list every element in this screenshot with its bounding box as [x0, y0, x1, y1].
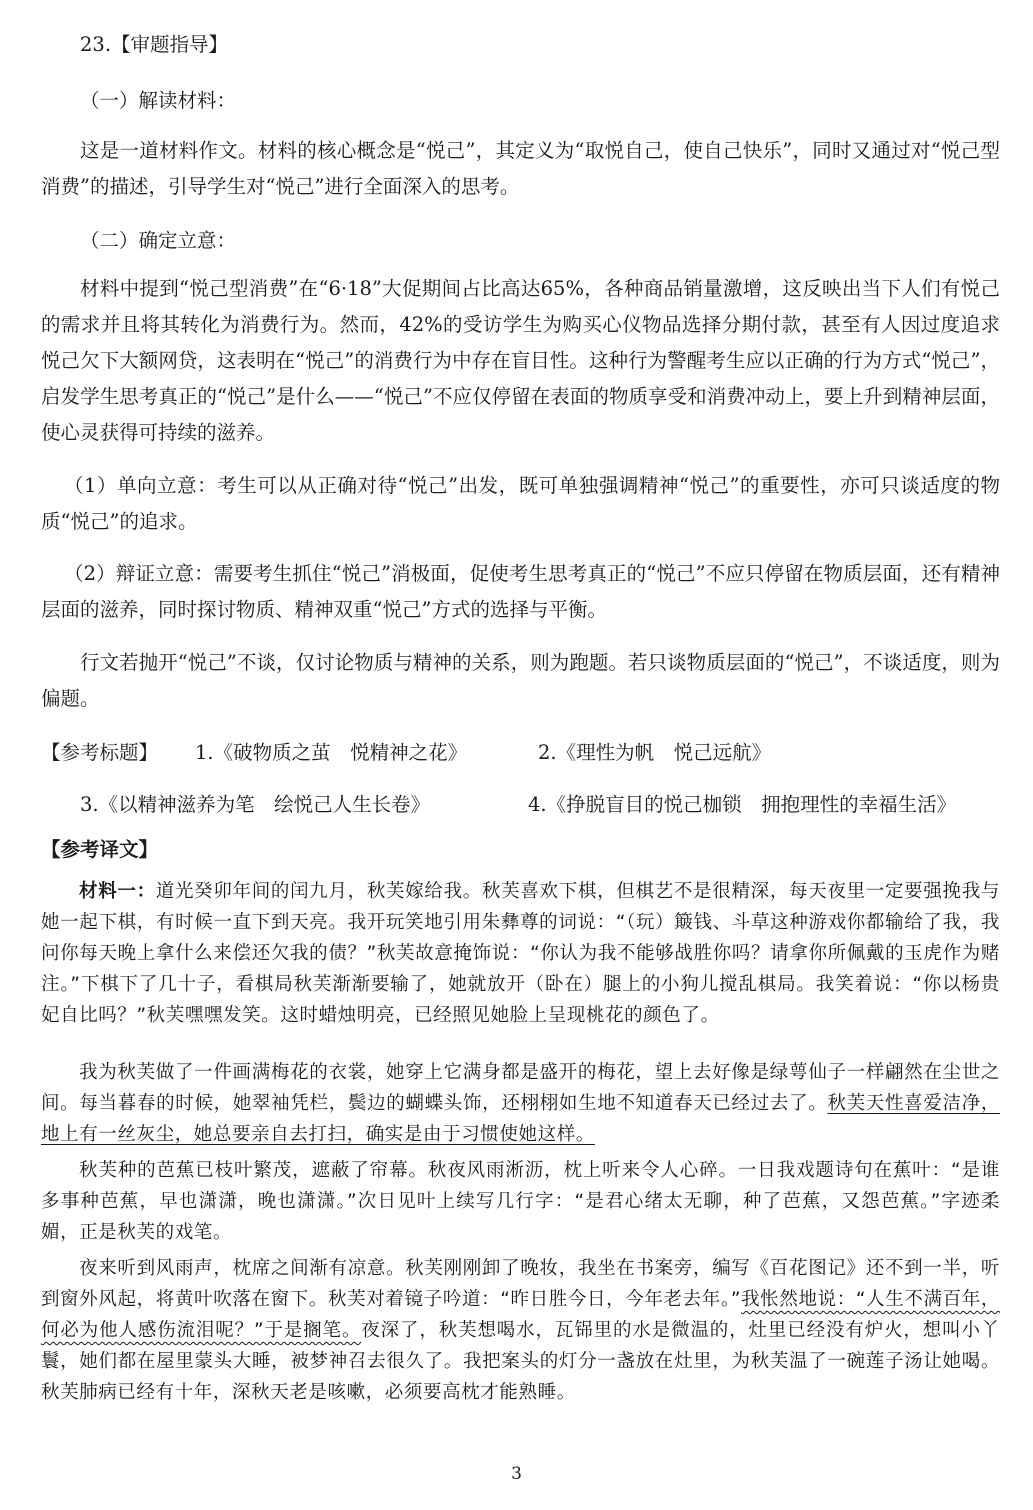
- autumn-night-text-end: 夜深了，秋芙想喝水，瓦铞里的水是微温的，灶里已经没有炉火，想叫小丫鬟，她们都在屋里蒙头大睡，被梦神召去很久了。我把案头的灯分一盏放在灶里，为秋芙温了一碗莲子汤让她喝。秋芙肺病已经有十年，深秋天老是咳嗽，必须要高枕才能熟睡。: [41, 1320, 1000, 1403]
- reference-titles-label: 【参考标题】: [41, 741, 159, 764]
- wavy-underlined-sentence: 我怅然地说：“人生不满百年，何必为他人感伤流泪呢？”于是搁笔。: [41, 1289, 1000, 1341]
- question-heading: 23.【审题指导】: [80, 33, 229, 56]
- reference-title-1: 1.《破物质之茧 悦精神之花》: [195, 741, 468, 764]
- off-topic-warning-paragraph: 行文若抛开“悦己”不谈，仅讨论物质与精神的关系，则为跑题。若只谈物质层面的“悦己”，不谈适度，则为偏题。: [41, 651, 1000, 710]
- underlined-cleanliness-sentence: 秋芙天性喜爱洁净，地上有一丝灰尘，她总要亲自去打扫，确实是由于习惯使她这样。: [41, 1093, 1000, 1145]
- reference-title-2: 2.《理性为帆 悦己远航》: [538, 741, 772, 764]
- single-stance-paragraph: （1）单向立意：考生可以从正确对待“悦己”出发，既可单独强调精神“悦己”的重要性，亦可只谈适度的物质“悦己”的追求。: [41, 474, 1000, 533]
- reference-title-4: 4.《挣脱盲目的悦己枷锁 拥抱理性的幸福生活》: [528, 793, 957, 816]
- autumn-night-paragraph: [41, 1253, 1000, 1408]
- material-one-label: 材料一：: [79, 881, 156, 902]
- plum-dress-paragraph: [41, 1057, 1000, 1150]
- part1-title: （一）解读材料：: [80, 89, 237, 112]
- part2-paragraph: 材料中提到“悦己型消费”在“6·18”大促期间占比高达65%，各种商品销量激增，这反映出当下人们有悦己的需求并且将其转化为消费行为。然而，42%的受访学生为购买心仪物品选择分期付款，甚至有人因过度追求悦己欠下大额网贷，这表明在“悦己”的消费行为中存在盲目性。这种行为警醒考生应以正确的行为方式“悦己”，启发学生思考真正的“悦己”是什么——“悦己”不应仅停留在表面的物质享受和消费冲动上，要上升到精神层面，使心灵获得可持续的滋养。: [41, 277, 1000, 444]
- reference-translation-label: 【参考译文】: [41, 838, 159, 861]
- page-number: 3: [511, 1464, 522, 1484]
- plum-dress-text: 我为秋芙做了一件画满梅花的衣裳，她穿上它满身都是盛开的梅花，望上去好像是绿萼仙子一样翩然在尘世之间。每当暮春的时候，她翠袖凭栏，鬓边的蝴蝶头饰，还栩栩如生地不知道春天已经过去了。: [41, 1062, 1000, 1114]
- banana-tree-paragraph: 秋芙种的芭蕉已枝叶繁茂，遮蔽了帘幕。秋夜风雨淅沥，枕上听来令人心碎。一日我戏题诗句在蕉叶：“是谁多事种芭蕉，早也潇潇，晚也潇潇。”次日见叶上续写几行字：“是君心绪太无聊，种了芭蕉，又怨芭蕉。”字迹柔媚，正是秋芙的戏笔。: [41, 1160, 1000, 1243]
- part1-paragraph: 这是一道材料作文。材料的核心概念是“悦己”，其定义为“取悦自己，使自己快乐”，同时又通过对“悦己型消费”的描述，引导学生对“悦己”进行全面深入的思考。: [41, 139, 1000, 198]
- material-one-paragraph: [41, 876, 1000, 1031]
- autumn-night-text-start: 夜来听到风雨声，枕席之间渐有凉意。秋芙刚刚卸了晚妆，我坐在书案旁，编写《百花图记》还不到一半，听到窗外风起，将黄叶吹落在窗下。秋芙对着镜子吟道：“昨日胜今日，今年老去年。”: [41, 1258, 1000, 1310]
- dialectic-stance-paragraph: （2）辩证立意：需要考生抓住“悦己”消极面，促使考生思考真正的“悦己”不应只停留在物质层面，还有精神层面的滋养，同时探讨物质、精神双重“悦己”方式的选择与平衡。: [41, 562, 1000, 621]
- material-one-text: 道光癸卯年间的闰九月，秋芙嫁给我。秋芙喜欢下棋，但棋艺不是很精深，每天夜里一定要强挽我与她一起下棋，有时候一直下到天亮。我开玩笑地引用朱彝尊的词说：“（玩）簸钱、斗草这种游戏你都输给了我，我问你每天晚上拿什么来偿还欠我的债？”秋芙故意掩饰说：“你认为我不能够战胜你吗？请拿你所佩戴的玉虎作为赌注。”下棋下了几十子，看棋局秋芙渐渐要输了，她就放开（卧在）腿上的小狗儿搅乱棋局。我笑着说：“你以杨贵妃自比吗？”秋芙嘿嘿发笑。这时蜡烛明亮，已经照见她脸上呈现桃花的颜色了。: [41, 881, 1001, 1026]
- part2-title: （二）确定立意：: [80, 229, 237, 252]
- reference-title-3: 3.《以精神滋养为笔 绘悦己人生长卷》: [80, 793, 431, 816]
